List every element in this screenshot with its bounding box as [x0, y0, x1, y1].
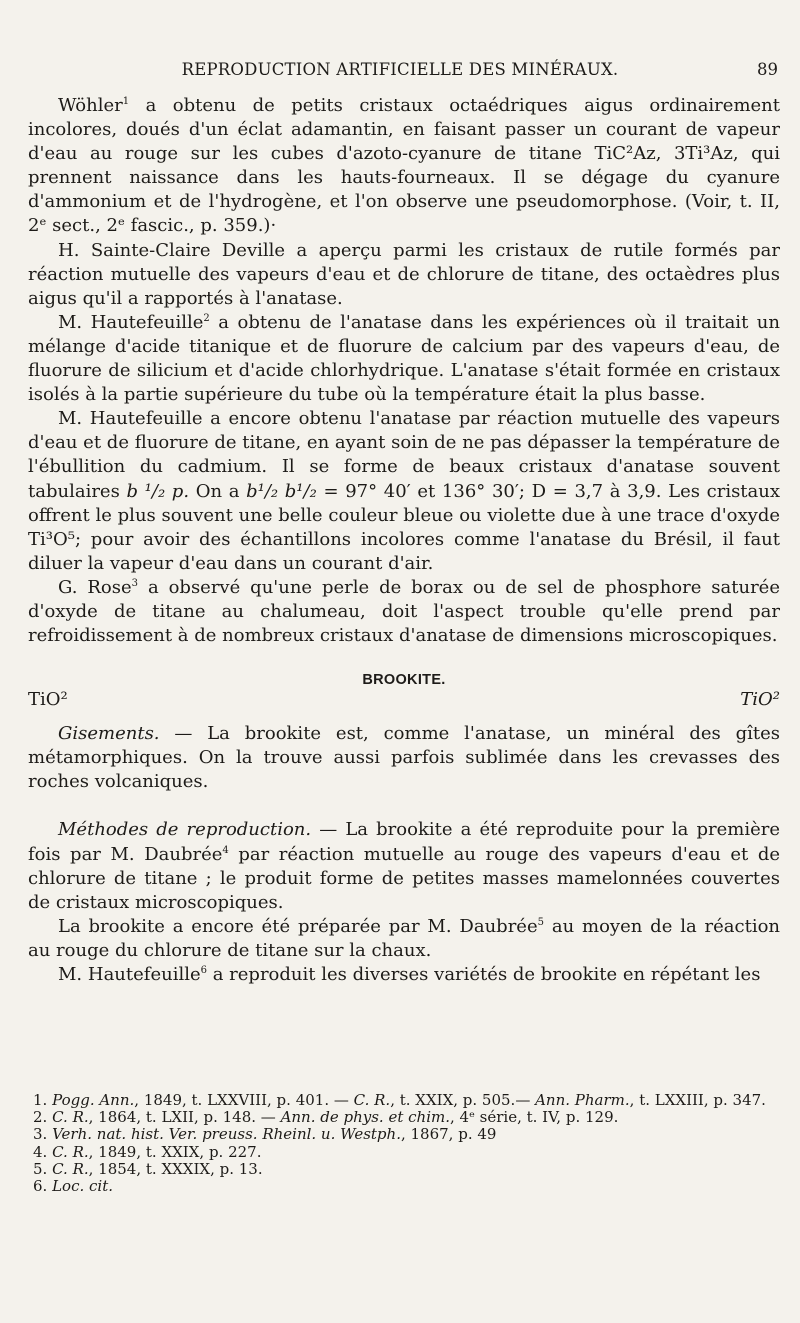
footnote-source: Verh. nat. hist. Ver. preuss. Rheinl. u. Westph.	[52, 1125, 401, 1144]
footnote-source: C. R.	[52, 1159, 89, 1178]
text-run: La brookite a encore été préparée par M. Daubrée	[58, 915, 538, 937]
footnote-ref: 1	[122, 96, 130, 107]
paragraph-deville: H. Sainte-Claire Deville a aperçu parmi les cristaux de rutile formés par réaction mutuelle des vapeurs d'eau et de chlorure de titane, des octaèdres plus aigus qu'il a rapportés à l'anatase.	[28, 239, 780, 309]
text-run: — La brookite est, comme l'anatase, un minéral des gîtes métamorphiques. On la trouve aussi parfois sublimée dans les crevasses des roches volcaniques.	[28, 723, 780, 793]
text-run: On a	[189, 480, 247, 502]
paragraph-methodes	[28, 818, 780, 914]
footnote	[28, 1178, 780, 1195]
running-head	[0, 60, 800, 88]
text-run: a obtenu de l'anatase dans les expériences où il traitait un mélange d'acide titanique et de fluorure de calcium par des vapeurs d'eau, de fluorure de silicium et d'acide chlorhydrique. L'anatase s'était formée en cristaux isolés à la partie supérieure du tube où la température était la plus basse.	[28, 311, 780, 406]
footnote-ref: 3	[131, 577, 139, 589]
formula-left: TiO²	[28, 689, 68, 711]
text-run: Wöhler	[58, 95, 123, 116]
footnote-number: 2.	[33, 1108, 53, 1127]
section-title: BROOKITE.	[362, 672, 446, 689]
footnote-text: , 1849, t. XXIX, p. 227.	[88, 1142, 262, 1161]
text-run: G. Rose	[58, 576, 132, 598]
run-in-heading: Méthodes de reproduction.	[58, 819, 312, 841]
footnote-text: , 1854, t. XXXIX, p. 13.	[88, 1159, 263, 1178]
footnote-number: 1.	[33, 1091, 53, 1109]
footnote-source: Pogg. Ann.	[52, 1091, 135, 1109]
footnote-text: , t. XXIX, p. 505.—	[390, 1091, 536, 1109]
text-run: — La brookite a été reproduite pour la première fois par M. Daubrée	[28, 819, 780, 865]
text-run: a observé qu'une perle de borax ou de sel de phosphore saturée d'oxyde de titane au chalumeau, doit l'aspect trouble qu'elle prend par refroidissement à de nombreux cristaux d'anatase de dimensions microscopiques.	[28, 576, 780, 647]
paragraph-rose	[28, 576, 780, 648]
footnote-ref: 5	[537, 916, 544, 928]
text-run: = 97° 40′ et 136° 30′; D = 3,7 à 3,9. Les cristaux offrent le plus souvent une belle couleur bleue ou violette due à une trace d'oxyde Ti³O⁵; pour avoir des échantillons incolores comme l'anatase du Brésil, il faut diluer la vapeur d'eau dans un courant d'air.	[28, 480, 781, 574]
paragraph-hautefeuille-2	[28, 407, 780, 576]
text-run: a obtenu de petits cristaux octaédriques aigus ordinairement incolores, doués d'un éclat adamantin, en faisant passer un courant de vapeur d'eau au rouge sur les cubes d'azoto-cyanure de titane TiC²Az, 3Ti³Az, qui prennent naissance dans les hauts-fourneaux. Il se dégage du cyanure d'ammonium et de l'hydrogène, et l'on observe une pseudomorphose. (Voir, t. II, 2ᵉ sect., 2ᵉ fascic., p. 359.)·	[28, 95, 780, 237]
footnote-source: C. R.	[52, 1108, 89, 1127]
footnote-source: Loc. cit.	[52, 1177, 114, 1196]
body-text	[28, 94, 780, 987]
run-in-heading: Gisements.	[58, 723, 160, 745]
paragraph-hautefeuille-1	[28, 311, 780, 407]
footnote-source: C. R.	[353, 1091, 391, 1109]
formula-right: TiO²	[740, 689, 780, 711]
footnote	[28, 1161, 780, 1178]
footnote-number: 6.	[33, 1177, 53, 1196]
footnotes	[28, 1092, 780, 1195]
paragraph-hautefeuille-3	[28, 963, 780, 987]
paragraph-gisements	[28, 722, 780, 794]
footnote	[28, 1109, 780, 1126]
footnote-number: 3.	[33, 1125, 53, 1144]
footnote-text: , t. LXXIII, p. 347.	[629, 1091, 766, 1109]
footnote-source: Ann. de phys. et chim.	[280, 1108, 450, 1127]
section-heading	[28, 658, 780, 722]
footnote-ref: 4	[222, 844, 229, 856]
paragraph-wohler	[28, 94, 780, 239]
footnote-ref: 6	[200, 965, 207, 976]
text-run: M. Hautefeuille	[58, 311, 204, 333]
text-run: M. Hautefeuille a encore obtenu l'anatase par réaction mutuelle des vapeurs d'eau et de fluorure de titane, en ayant soin de ne pas dépasser la température de l'ébullition du cadmium. Il se forme de beaux cristaux d'anatase souvent tabulaires	[28, 408, 780, 502]
footnote-text: , 1864, t. LXII, p. 148. —	[88, 1108, 281, 1127]
page-number: 89	[757, 60, 778, 79]
footnote-text: , 1849, t. LXXVIII, p. 401. —	[134, 1091, 354, 1109]
footnote-number: 4.	[33, 1142, 53, 1161]
text-run: M. Hautefeuille	[58, 964, 201, 985]
footnote-text: , 4ᵉ série, t. IV, p. 129.	[450, 1108, 619, 1127]
crystal-notation: b¹/₂ b¹/₂	[246, 480, 317, 502]
paragraph-daubree	[28, 915, 780, 963]
crystal-notation: b ¹/₂ p.	[126, 480, 190, 502]
running-title: REPRODUCTION ARTIFICIELLE DES MINÉRAUX.	[181, 60, 619, 79]
spacer	[28, 794, 780, 818]
footnote	[28, 1144, 780, 1161]
text-run: par réaction mutuelle au rouge des vapeurs d'eau et de chlorure de titane ; le produit forme de petites masses mamelonnées couvertes de cristaux microscopiques.	[28, 843, 781, 913]
footnote-text: , 1867, p. 49	[400, 1125, 497, 1144]
text-run: au moyen de la réaction au rouge du chlorure de titane sur la chaux.	[28, 915, 781, 961]
footnote	[28, 1092, 780, 1109]
footnote	[28, 1126, 780, 1143]
footnote-number: 5.	[33, 1159, 53, 1178]
footnote-source: C. R.	[52, 1142, 89, 1161]
footnote-ref: 2	[203, 312, 210, 324]
footnote-source: Ann. Pharm.	[535, 1091, 630, 1109]
text-run: a reproduit les diverses variétés de brookite en répétant les	[207, 964, 761, 985]
